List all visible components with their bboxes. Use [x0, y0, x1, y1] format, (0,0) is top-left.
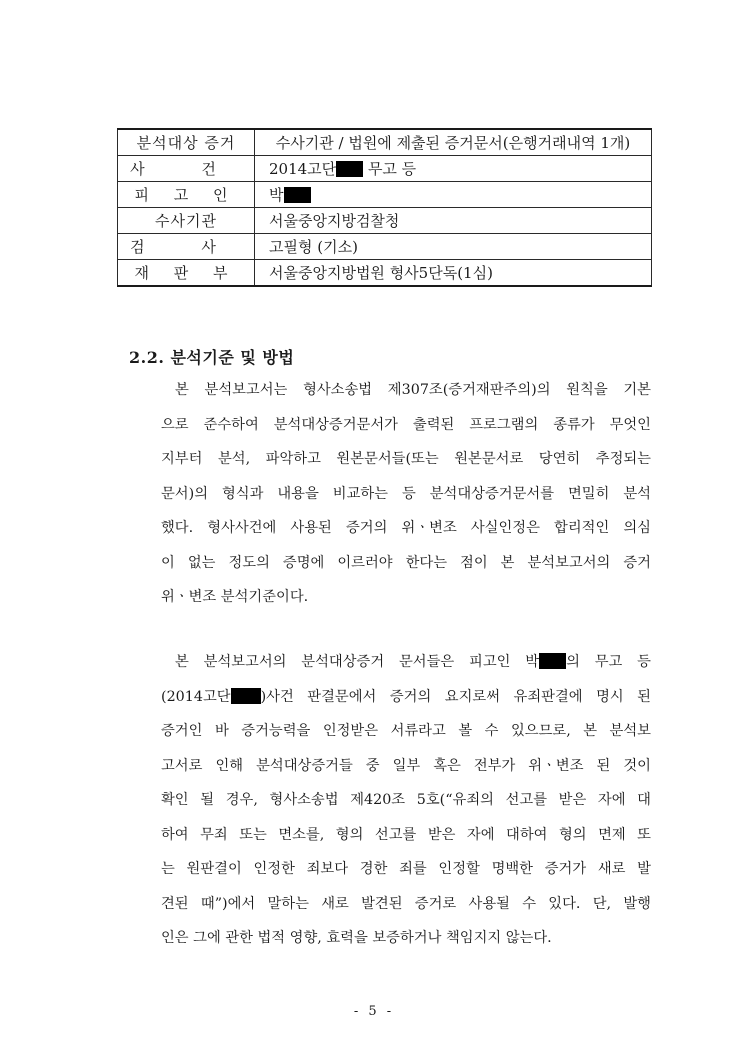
paragraph-line [161, 645, 651, 680]
row-value-investigator: 서울중앙지방검찰청 [255, 208, 652, 234]
defendant-surname: 박 [269, 186, 284, 204]
redaction-box [336, 161, 363, 177]
case-info-table [117, 128, 652, 287]
paragraph-evidence-status [161, 645, 651, 956]
row-label-court: 재 판 부 [118, 260, 255, 287]
row-label-case: 사 건 [118, 156, 255, 182]
case-number-prefix: 2014고단 [269, 160, 337, 178]
paragraph-line: 확인 될 경우, 형사소송법 제420조 5호(“유죄의 선고를 받은 자에 대 [161, 792, 651, 808]
paragraph-line: 하여 무죄 또는 면소를, 형의 선고를 받은 자에 대하여 형의 면제 또 [161, 826, 651, 843]
paragraph-line: 지부터 분석, 파악하고 원본문서들(또는 원본문서로 당연히 추정되는 [161, 451, 651, 467]
paragraph-line: 이 없는 정도의 증명에 이르러야 한다는 점이 본 분석보고서의 증거 [161, 554, 651, 571]
paragraph-line [161, 680, 651, 715]
line-text: (2014고단 [161, 688, 231, 705]
case-charge: 무고 등 [367, 160, 417, 178]
row-label-prosecutor: 검 사 [118, 234, 255, 260]
table-row [118, 182, 652, 208]
section-heading: 2.2. 분석기준 및 방법 [129, 348, 295, 367]
paragraph-line: 문서)의 형식과 내용을 비교하는 등 분석대상증거문서를 면밀히 분석 [161, 485, 651, 502]
line-text: 본 분석보고서의 분석대상증거 문서들은 피고인 박 [175, 654, 540, 670]
row-label-investigator: 수사기관 [118, 208, 255, 234]
paragraph-line: 는 원판결이 인정한 죄보다 경한 죄를 인정할 명백한 증거가 새로 발 [161, 861, 651, 877]
row-value-defendant [255, 182, 652, 208]
redaction-box [539, 653, 566, 669]
paragraph-line: 으로 준수하여 분석대상증거문서가 출력된 프로그램의 종류가 무엇인 [161, 416, 651, 433]
table-row [118, 208, 652, 234]
row-value-prosecutor: 고필형 (기소) [255, 234, 652, 260]
redaction-box [231, 688, 261, 704]
paragraph-line: 고서로 인해 분석대상증거들 중 일부 혹은 전부가 위ㆍ변조 된 것이 [161, 757, 651, 774]
row-value-evidence: 수사기관 / 법원에 제출된 증거문서(은행거래내역 1개) [255, 129, 652, 156]
page-number: - 5 - [353, 1004, 395, 1019]
paragraph-line: 증거인 바 증거능력을 인정받은 서류라고 볼 수 있으므로, 본 분석보 [161, 723, 651, 739]
row-label-defendant: 피 고 인 [118, 182, 255, 208]
line-text: 의 무고 등 [566, 654, 651, 670]
table-row [118, 156, 652, 182]
paragraph-line: 견된 때”)에서 말하는 새로 발견된 증거로 사용될 수 있다. 단, 발행 [161, 895, 651, 912]
row-value-court: 서울중앙지방법원 형사5단독(1심) [255, 260, 652, 287]
line-text: )사건 판결문에서 증거의 요지로써 유죄판결에 명시 된 [260, 688, 651, 705]
redaction-box [284, 187, 311, 203]
table-row [118, 234, 652, 260]
row-value-case [255, 156, 652, 182]
paragraph-criteria [161, 373, 651, 615]
table-row [118, 129, 652, 156]
paragraph-line: 인은 그에 관한 법적 영향, 효력을 보증하거나 책임지지 않는다. [161, 930, 552, 946]
paragraph-line: 위ㆍ변조 분석기준이다. [161, 589, 309, 605]
table-row [118, 260, 652, 287]
row-label-evidence: 분석대상 증거 [118, 129, 255, 156]
paragraph-line: 본 분석보고서는 형사소송법 제307조(증거재판주의)의 원칙을 기본 [175, 382, 651, 398]
paragraph-line: 했다. 형사사건에 사용된 증거의 위ㆍ변조 사실인정은 합리적인 의심 [161, 520, 651, 536]
